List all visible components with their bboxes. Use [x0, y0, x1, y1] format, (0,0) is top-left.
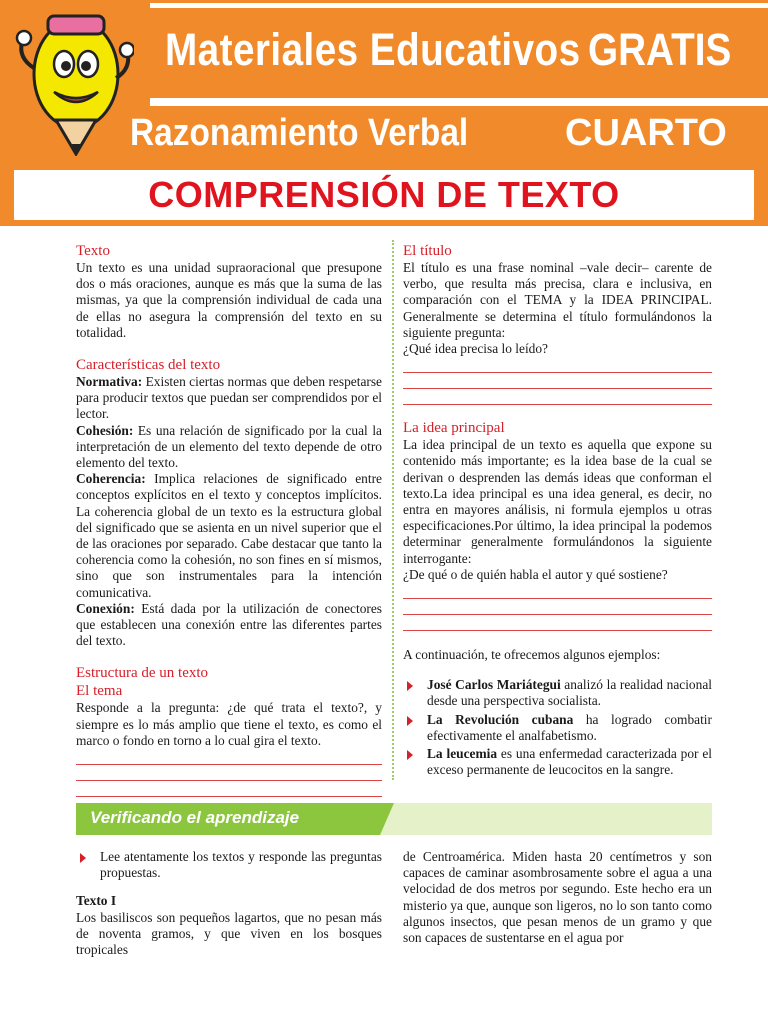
list-item [403, 712, 712, 744]
instruction-list [76, 849, 382, 881]
page-title: COMPRENSIÓN DE TEXTO [148, 174, 620, 215]
ejemplo-text: es una enfermedad caracterizada por el exceso permanente de leucocitos en la sangre. [427, 746, 712, 778]
header-divider [150, 98, 768, 106]
bottom-left-column [76, 849, 382, 958]
titulo-paragraph: El título es una frase nominal –vale decir– carente de verbo, que resulta más precisa, clara e inclusiva, en comparación con el TEMA y la IDEA PRINCIPAL. Generalmente se determina el título formulándonos la siguiente pregunta: [403, 260, 712, 340]
coherencia-paragraph [76, 471, 382, 601]
instruction-item: Lee atentamente los textos y responde las preguntas propuestas. [76, 849, 382, 881]
section-heading-estructura: Estructura de un texto [76, 665, 209, 682]
list-item [403, 677, 712, 709]
term-normativa: Normativa: [76, 374, 143, 390]
conexion-paragraph [76, 601, 382, 650]
normativa-paragraph [76, 374, 382, 423]
texto1-part2: de Centroamérica. Miden hasta 20 centímetros y son capaces de caminar asombrosamente sobre el agua a una velocidad de dos metros por segundo. Este hecho era un misterio ya que, aunque son ligeros, no lo son tanto como algunos insectos, que pesan menos de un gramo y que son capaces de sustentarse en el agua por [403, 849, 712, 946]
ejemplo-bold: La Revolución cubana [427, 711, 574, 727]
ejemplos-intro: A continuación, te ofrecemos algunos ejemplos: [403, 647, 661, 663]
section-heading-texto: Texto [76, 243, 110, 259]
title-box [14, 170, 754, 220]
list-item [403, 746, 712, 778]
conexion-text: Está dada por la utilización de conectores que establecen una conexión entre las diferentes partes del texto. [76, 600, 382, 649]
term-cohesion: Cohesión: [76, 422, 134, 438]
ejemplos-list [403, 677, 712, 778]
section-heading-caracteristicas: Características del texto [76, 357, 221, 374]
left-column [76, 242, 382, 801]
idea-paragraph: La idea principal de un texto es aquella que expone su contenido más importante; es la idea base de la cual se derivan o desprenden las demás ideas que conforman el texto.La idea principal es una idea general, es decir, no entra en mayores análisis, ni formula ejemplos u otras especificaciones.Por último, la idea principal la podemos determinar generalmente formulándonos la siguiente interrogante: [403, 437, 712, 566]
header-brand-title: Materiales Educativos [165, 24, 581, 75]
header-banner [0, 0, 768, 168]
answer-lines-tema[interactable] [76, 753, 382, 797]
pencil-mascot-icon [14, 8, 134, 156]
answer-lines-idea[interactable] [403, 587, 712, 631]
cohesion-text: Es una relación de significado por la cual la interpretación de un elemento del texto depende de otro elemento del texto. [76, 422, 382, 471]
header-top-line [150, 3, 768, 8]
column-separator [392, 240, 394, 780]
tema-paragraph: Responde a la pregunta: ¿de qué trata el texto?, y siempre es lo más amplio que tiene el texto, es como el marco o fondo en torno a lo cual gira el texto. [76, 700, 382, 748]
header-subject: Razonamiento Verbal [130, 112, 469, 154]
texto1-part1: Los basiliscos son pequeños lagartos, que no pesan más de noventa gramos, y que viven en los bosques tropicales [76, 909, 382, 958]
subheading-tema: El tema [76, 683, 123, 700]
ejemplo-bold: La leucemia [427, 746, 498, 762]
right-column [403, 242, 712, 780]
ejemplo-text: analizó la realidad nacional desde una perspectiva socialista. [427, 677, 712, 709]
section-heading-titulo: El título [403, 243, 452, 259]
titulo-question: ¿Qué idea precisa lo leído? [403, 341, 548, 357]
term-conexion: Conexión: [76, 600, 135, 616]
texto-paragraph: Un texto es una unidad supraoracional que presupone dos o más oraciones, aunque es más que la suma de las mismas, ya que la comprensión individual de cada una de ellas no asegura la comprensión del texto en su totalidad. [76, 260, 382, 340]
bottom-right-column [403, 849, 712, 946]
ejemplo-bold: José Carlos Mariátegui [427, 677, 561, 693]
answer-lines-titulo[interactable] [403, 361, 712, 405]
coherencia-text: Implica relaciones de significado entre conceptos explícitos en el texto y conceptos implícitos. La coherencia global de un texto es la estructura global del significado que se asienta en un nivel superior que el de las oraciones por separado. Cabe destacar que tanto la coherencia como la cohesión, no son fines en sí mismos, sino que son instrumentales para la intención comunicativa. [76, 471, 382, 600]
section-heading-idea: La idea principal [403, 420, 505, 437]
header-brand-tag: GRATIS [588, 24, 732, 75]
verificando-section-bar [76, 803, 712, 835]
term-coherencia: Coherencia: [76, 471, 146, 487]
cohesion-paragraph [76, 423, 382, 472]
ejemplo-text: ha logrado combatir efectivamente el analfabetismo. [427, 711, 712, 743]
idea-question: ¿De qué o de quién habla el autor y qué sostiene? [403, 566, 668, 582]
texto1-heading: Texto I [76, 893, 117, 909]
header-grade: CUARTO [565, 112, 727, 154]
verificando-label: Verificando el aprendizaje [90, 808, 300, 827]
normativa-text: Existen ciertas normas que deben respetarse para producir textos que puedan ser comprendidos por el lector. [76, 374, 382, 422]
